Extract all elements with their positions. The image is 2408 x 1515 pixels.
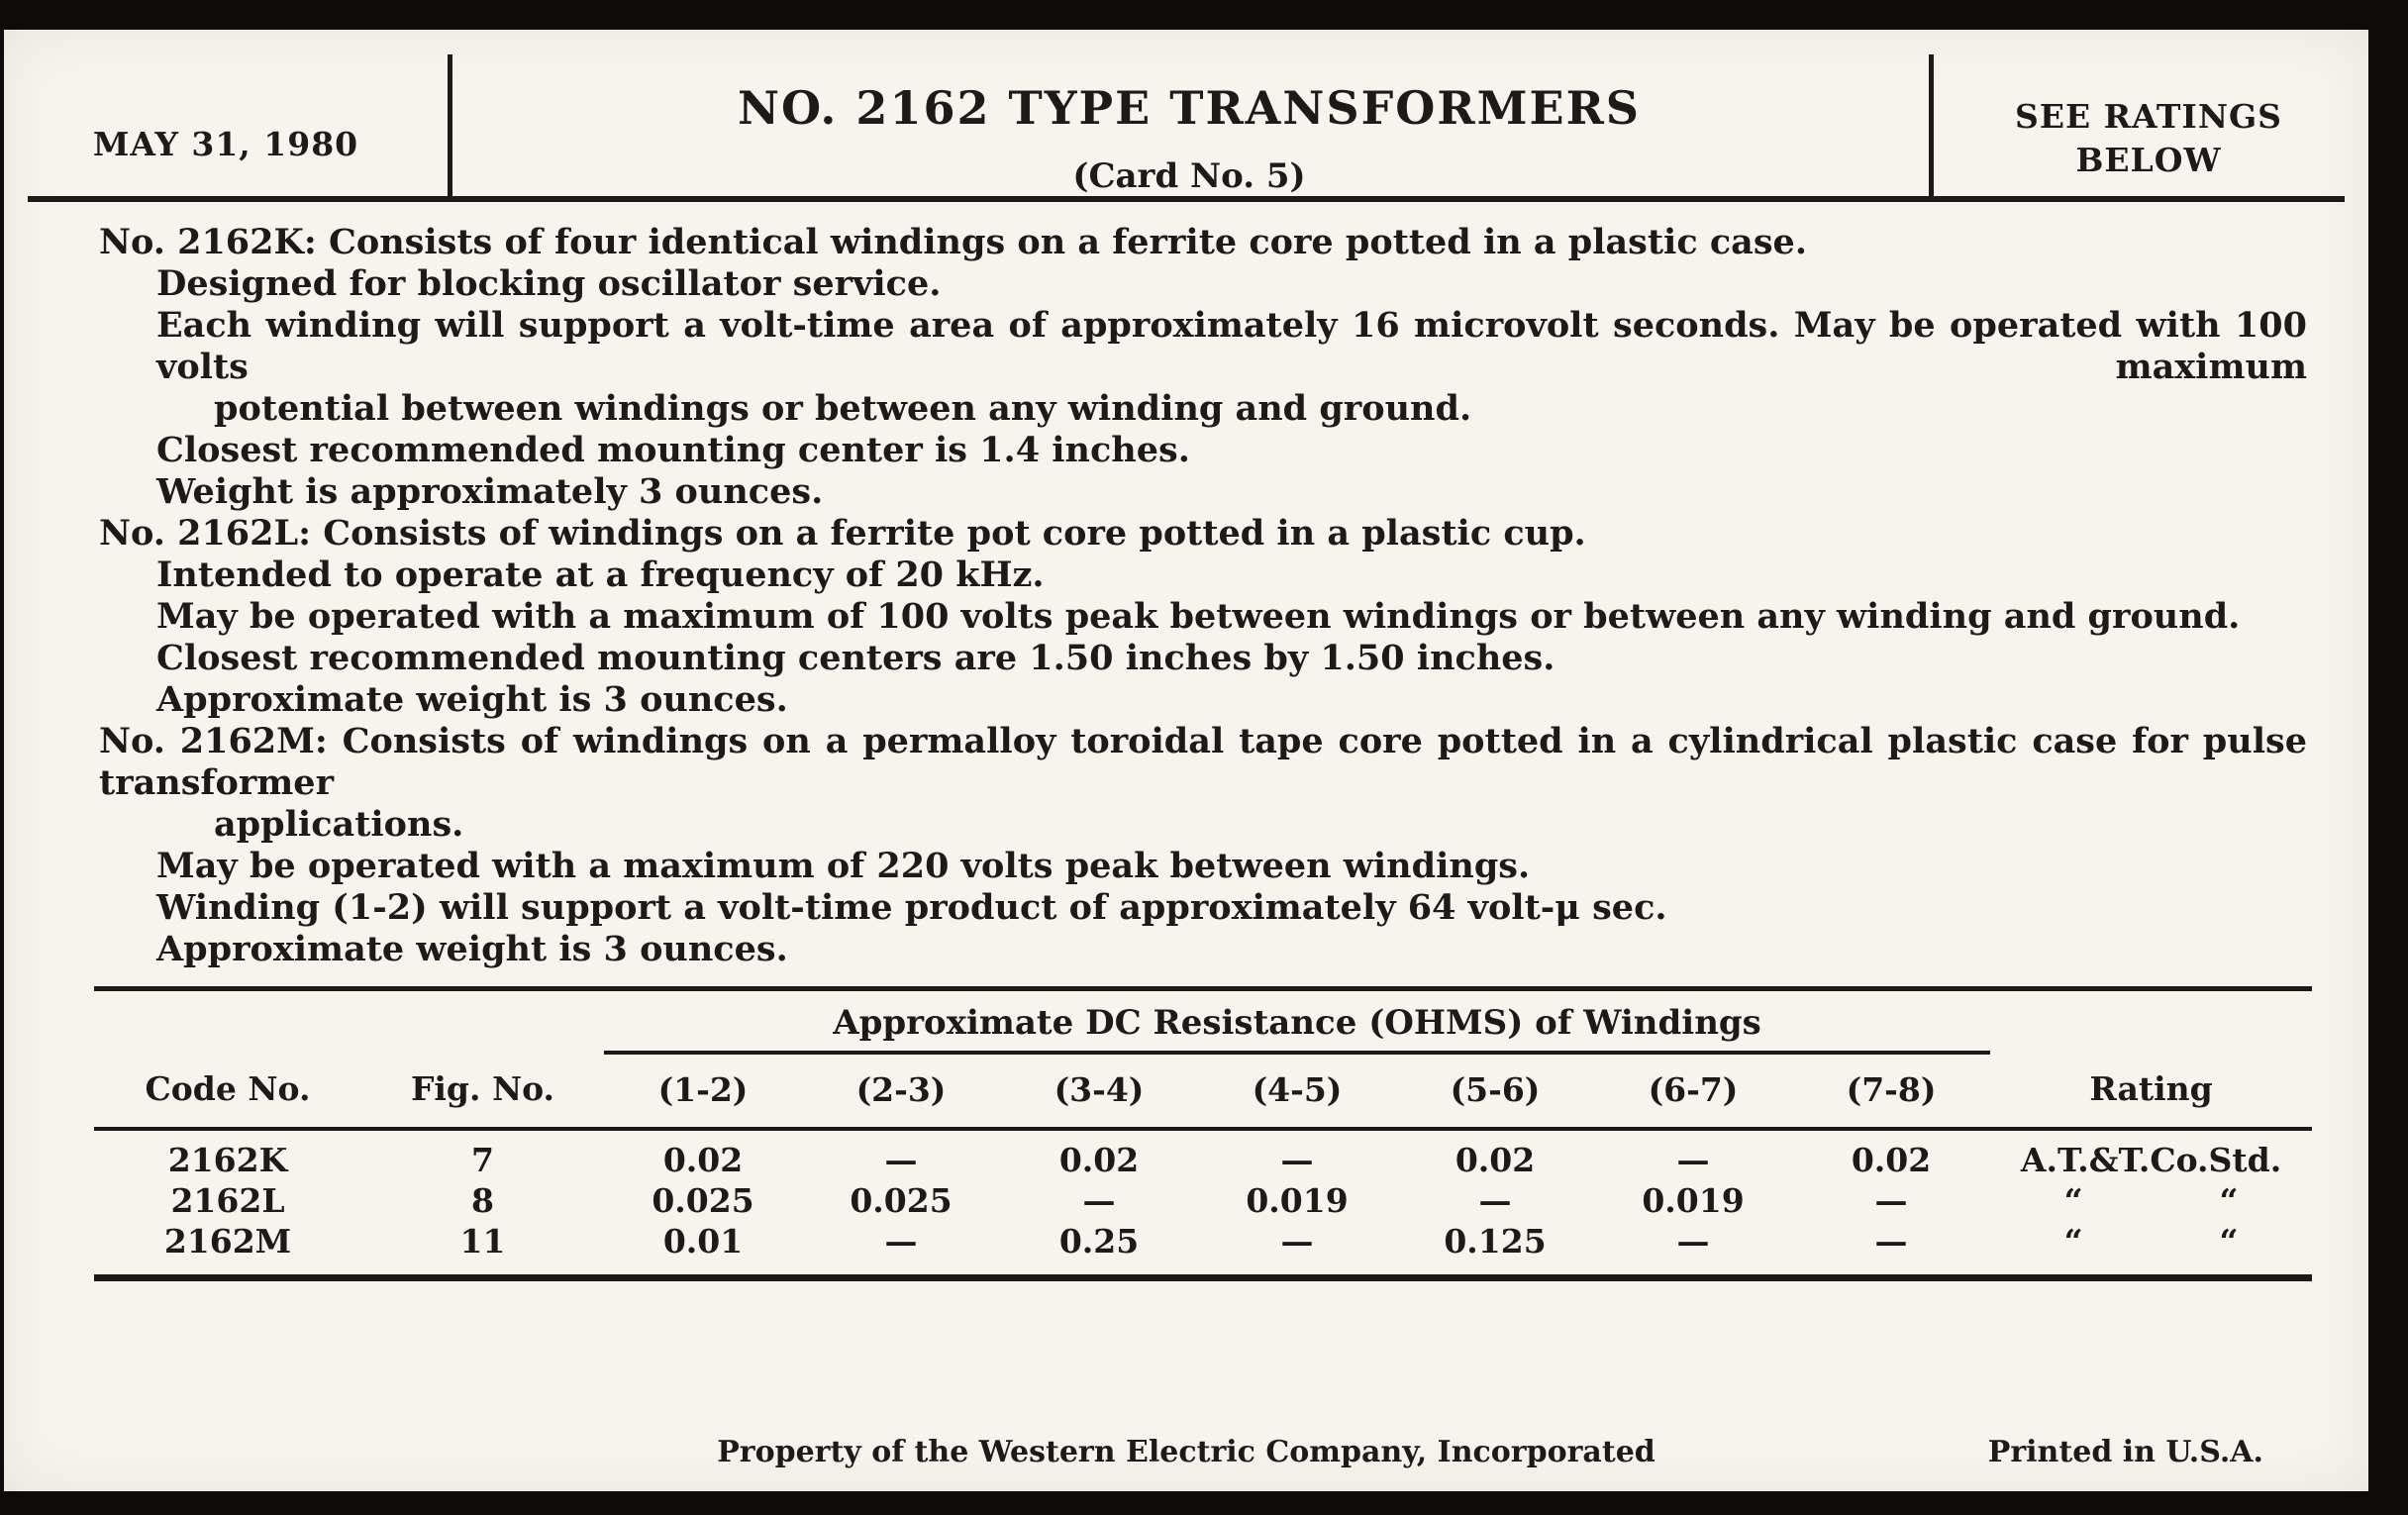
cell-fig: 11 xyxy=(459,1221,506,1261)
cell-code: 2162M xyxy=(163,1221,292,1261)
property-notice: Property of the Western Electric Company, Incorporated xyxy=(717,1435,1656,1469)
text-line: Each winding will support a volt-time area of approximately 16 microvolt seconds. May be operated with 100 volts maximum xyxy=(156,305,2307,387)
text-line: No. 2162K: Consists of four identical windings on a ferrite core potted in a plastic case. xyxy=(99,222,1807,262)
ratings-note-line2: BELOW xyxy=(2075,141,2222,179)
cell-rating: A.T.&T.Co.Std. xyxy=(2020,1140,2282,1179)
cell-w78: — xyxy=(1874,1180,1908,1220)
col-header-w23: (2-3) xyxy=(802,1053,1000,1129)
cell-w56: 0.125 xyxy=(1444,1221,1547,1261)
col-header-w34: (3-4) xyxy=(1000,1053,1198,1129)
span-spacer-left xyxy=(94,989,604,1053)
text-line: May be operated with a maximum of 220 volts peak between windings. xyxy=(156,846,1531,886)
description-text xyxy=(4,200,2368,970)
table-span-header-row xyxy=(94,989,2312,1053)
cell-code: 2162K xyxy=(167,1140,288,1179)
cell-fig: 7 xyxy=(471,1140,494,1179)
cell-w56: 0.02 xyxy=(1455,1140,1536,1179)
text-line: Designed for blocking oscillator service. xyxy=(156,263,942,304)
table-column-header-row xyxy=(94,1053,2312,1129)
text-line: potential between windings or between any winding and ground. xyxy=(214,388,1472,429)
text-line: No. 2162L: Consists of windings on a ferrite pot core potted in a plastic cup. xyxy=(99,513,1586,554)
resistance-table xyxy=(94,986,2312,1281)
text-line: Weight is approximately 3 ounces. xyxy=(156,471,824,512)
col-header-fig: Fig. No. xyxy=(361,1053,604,1129)
col-header-w78: (7-8) xyxy=(1792,1053,1990,1129)
text-line: Winding (1-2) will support a volt-time product of approximately 64 volt-μ sec. xyxy=(156,887,1667,928)
cell-w12: 0.025 xyxy=(652,1180,754,1220)
header-title-block xyxy=(448,81,1931,196)
text-line: May be operated with a maximum of 100 volts peak between windings or between any winding and ground. xyxy=(156,596,2241,637)
cell-code: 2162L xyxy=(170,1180,285,1220)
col-header-w56: (5-6) xyxy=(1396,1053,1594,1129)
card-subtitle: (Card No. 5) xyxy=(1072,156,1306,196)
cell-rating: “ “ xyxy=(2063,1180,2239,1220)
col-header-w12: (1-2) xyxy=(604,1053,802,1129)
col-header-w45: (4-5) xyxy=(1198,1053,1396,1129)
cell-w78: — xyxy=(1874,1221,1908,1261)
header-rule xyxy=(28,196,2345,202)
cell-w45: — xyxy=(1280,1221,1314,1261)
table-row xyxy=(94,1221,2312,1278)
text-line: applications. xyxy=(214,804,464,845)
cell-w12: 0.02 xyxy=(662,1140,744,1179)
cell-fig: 8 xyxy=(471,1180,494,1220)
col-header-code: Code No. xyxy=(94,1053,361,1129)
ratings-note-line1: SEE RATINGS xyxy=(2014,97,2283,136)
cell-w34: — xyxy=(1082,1180,1116,1220)
issue-date: MAY 31, 1980 xyxy=(92,125,359,163)
cell-w34: 0.25 xyxy=(1058,1221,1140,1261)
table-row xyxy=(94,1129,2312,1180)
col-header-w67: (6-7) xyxy=(1594,1053,1792,1129)
text-line: No. 2162M: Consists of windings on a permalloy toroidal tape core potted in a cylindrical plastic case for pulse transformer xyxy=(99,721,2307,803)
cell-w23: 0.025 xyxy=(850,1180,953,1220)
text-line: Approximate weight is 3 ounces. xyxy=(156,929,788,969)
card-title: NO. 2162 TYPE TRANSFORMERS xyxy=(737,81,1642,135)
printed-in-usa: Printed in U.S.A. xyxy=(1987,1435,2263,1469)
text-line: Intended to operate at a frequency of 20 kHz. xyxy=(156,555,1045,595)
cell-rating: “ “ xyxy=(2063,1221,2239,1261)
cell-w23: — xyxy=(884,1221,918,1261)
table-row xyxy=(94,1180,2312,1221)
text-line: Closest recommended mounting centers are 1.50 inches by 1.50 inches. xyxy=(156,638,1555,678)
cell-w45: — xyxy=(1280,1140,1314,1179)
cell-w67: — xyxy=(1676,1221,1710,1261)
cell-w78: 0.02 xyxy=(1851,1140,1932,1179)
col-header-rating: Rating xyxy=(1990,1053,2312,1129)
cell-w12: 0.01 xyxy=(662,1221,744,1261)
ratings-note xyxy=(1929,95,2368,182)
card-paper xyxy=(4,30,2368,1491)
text-line: Closest recommended mounting center is 1.4 inches. xyxy=(156,430,1190,470)
cell-w23: — xyxy=(884,1140,918,1179)
cell-w45: 0.019 xyxy=(1246,1180,1349,1220)
cell-w67: — xyxy=(1676,1140,1710,1179)
text-line: Approximate weight is 3 ounces. xyxy=(156,679,788,720)
cell-w56: — xyxy=(1478,1180,1512,1220)
card-header xyxy=(4,30,2368,200)
cell-w67: 0.019 xyxy=(1642,1180,1745,1220)
span-header: Approximate DC Resistance (OHMS) of Windings xyxy=(604,989,1990,1053)
span-spacer-right xyxy=(1990,989,2312,1053)
cell-w34: 0.02 xyxy=(1058,1140,1140,1179)
